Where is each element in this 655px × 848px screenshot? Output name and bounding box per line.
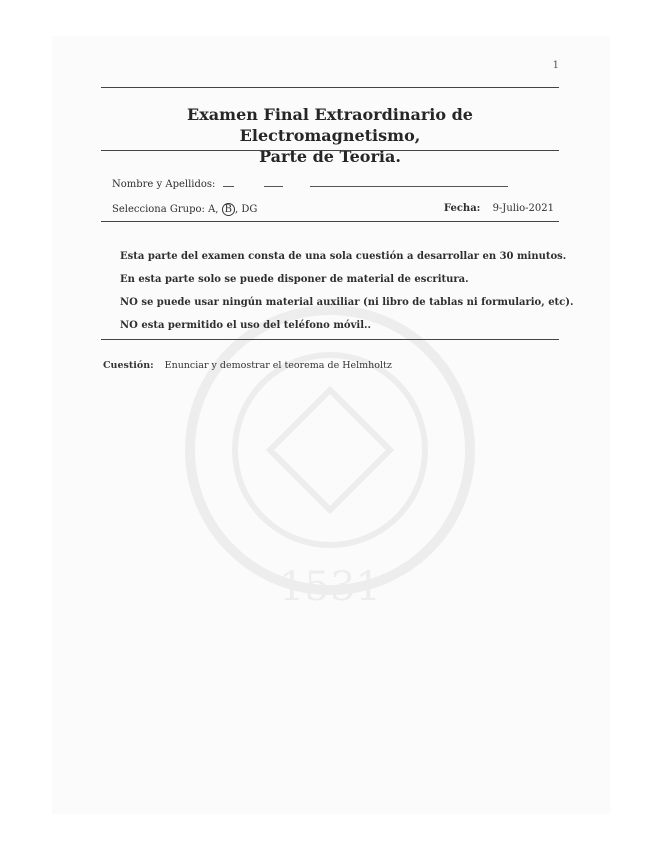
- date-value: 9-Julio-2021: [492, 203, 554, 214]
- group-label: Selecciona Grupo: A,: [112, 204, 219, 215]
- name-label: Nombre y Apellidos:: [112, 179, 216, 190]
- page-number: 1: [552, 60, 559, 71]
- exam-title: [101, 104, 559, 167]
- instruction-item: NO esta permitido el uso del teléfono móvil..: [120, 320, 371, 331]
- name-blank-3[interactable]: [310, 177, 508, 187]
- group-selected-circle[interactable]: B: [222, 203, 235, 216]
- instruction-item: Esta parte del examen consta de una sola cuestión a desarrollar en 30 minutos.: [120, 251, 567, 262]
- title-line-1: Examen Final Extraordinario de Electromagnetismo,: [187, 105, 473, 145]
- group-rest: , DG: [235, 204, 258, 215]
- name-field-row: [112, 177, 508, 190]
- question: [103, 360, 392, 371]
- question-label: Cuestión:: [103, 360, 154, 371]
- date-field: [444, 203, 554, 214]
- name-blank-1[interactable]: [223, 177, 234, 187]
- question-text: Enunciar y demostrar el teorema de Helmholtz: [164, 360, 392, 371]
- title-line-2: Parte de Teoria.: [259, 147, 401, 166]
- university-seal-watermark: [150, 300, 510, 640]
- instructions-bottom-rule: [101, 339, 559, 340]
- svg-text:1531: 1531: [279, 564, 381, 610]
- instruction-item: NO se puede usar ningún material auxiliar (ni libro de tablas ni formulario, etc).: [120, 297, 574, 308]
- date-label: Fecha:: [443, 203, 481, 214]
- name-blank-2[interactable]: [264, 177, 283, 187]
- instructions-list: [120, 245, 574, 337]
- group-field-row: [112, 203, 257, 216]
- fields-bottom-rule: [101, 221, 559, 222]
- top-rule: [101, 87, 559, 88]
- title-bottom-rule: [101, 150, 559, 151]
- instruction-item: En esta parte solo se puede disponer de material de escritura.: [120, 274, 469, 285]
